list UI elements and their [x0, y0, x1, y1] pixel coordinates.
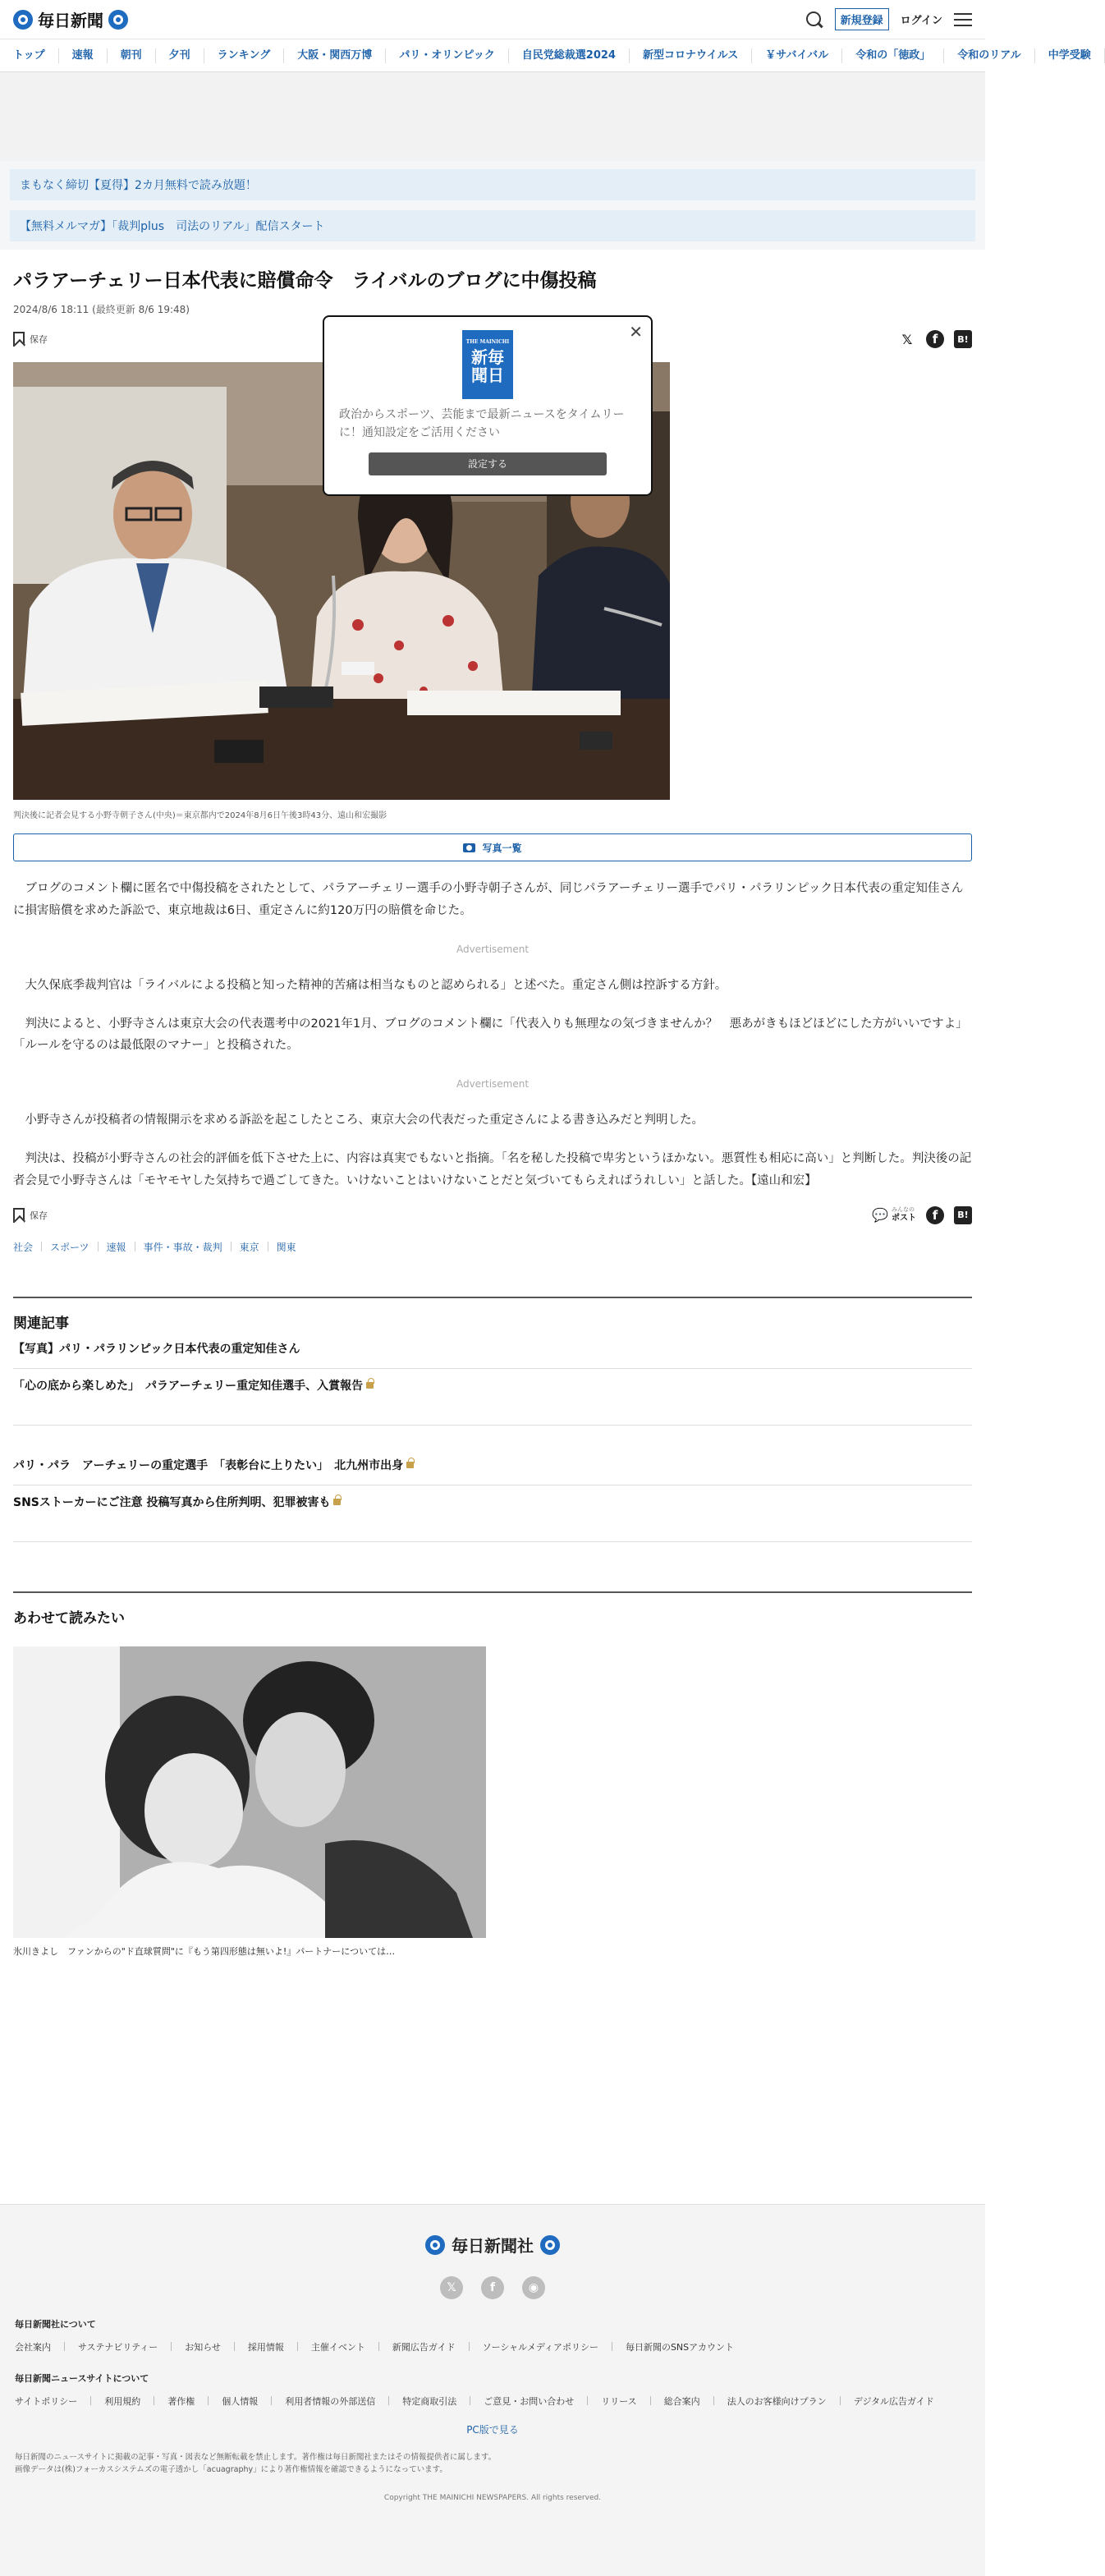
article-paragraph: 小野寺さんが投稿者の情報開示を求める訴訟を起こしたところ、東京大会の代表だった重定さんによる書き込みだと判明した。	[25, 1114, 704, 1127]
footer-notice	[0, 2451, 985, 2476]
nav-item[interactable]: 夕刊	[156, 48, 204, 63]
mainichi-mark-icon	[108, 10, 128, 30]
save-label: 保存	[30, 1210, 48, 1221]
nav-item[interactable]: 中学受験	[1035, 48, 1105, 63]
related-article-title: 【写真】パリ・パラリンピック日本代表の重定知佳さん	[13, 1342, 300, 1356]
footer-link[interactable]: 会社案内	[15, 2342, 51, 2353]
category-nav	[0, 39, 1091, 72]
footer-link[interactable]: デジタル広告ガイド	[853, 2396, 934, 2407]
nav-item[interactable]: ランキング	[204, 48, 285, 63]
site-footer	[0, 2204, 985, 2576]
nav-item[interactable]: 新型コロナウイルス	[630, 48, 752, 63]
advertisement-label: Advertisement	[456, 943, 530, 955]
footer-link[interactable]: 採用情報	[247, 2342, 284, 2353]
popup-message: 政治からスポーツ、芸能まで最新ニュースをタイムリーに！通知設定をご活用ください	[339, 408, 625, 440]
footer-link[interactable]: 個人情報	[222, 2396, 259, 2407]
footer-notice-line: 画像データは(株)フォーカスシステムズの電子透かし「acuagraphy」により著作権情報を確認できるようになっています。	[15, 2465, 447, 2475]
bookmark-icon	[13, 1208, 25, 1223]
rss-icon[interactable]: ◉	[522, 2276, 545, 2299]
nav-item[interactable]: 朝刊	[108, 48, 156, 63]
footer-link[interactable]: 新聞広告ガイド	[392, 2342, 456, 2353]
promo-banner[interactable]: まもなく締切【夏得】2カ月無料で読み放題！	[10, 169, 975, 200]
bookmark-icon	[13, 332, 25, 347]
post-sub-label: みんなの	[892, 1206, 915, 1214]
footer-link[interactable]: 法人のお客様向けプラン	[727, 2396, 827, 2407]
lock-icon	[333, 1499, 341, 1505]
footer-link[interactable]: ソーシャルメディアポリシー	[482, 2342, 598, 2353]
article-paragraph: 判決によると、小野寺さんは東京大会の代表選考中の2021年1月、ブログのコメント欄に「代表入りも無理なの気づきませんか？ 悪あがきもほどほどにした方がいいですよ」「ルールを守るのは最低限のマナー」と投稿された。	[13, 1017, 968, 1053]
post-label: ポスト	[892, 1214, 916, 1224]
nav-item[interactable]: 大阪・関西万博	[284, 48, 386, 63]
login-link[interactable]: ログイン	[900, 15, 942, 27]
popup-logo-small: THE MAINICHI	[465, 339, 510, 345]
tag-link[interactable]: スポーツ	[50, 1241, 89, 1253]
recommend-heading: あわせて読みたい	[13, 1591, 972, 1627]
tag-link[interactable]: 関東	[276, 1241, 296, 1253]
related-article-link[interactable]	[13, 1369, 972, 1426]
popup-logo-text: 新毎聞日	[471, 347, 504, 385]
nav-item[interactable]: 令和のリアル	[944, 48, 1034, 63]
share-buttons	[898, 330, 972, 348]
share-buttons	[872, 1206, 972, 1224]
ad-slot-top	[0, 72, 985, 161]
mainichi-mark-icon	[425, 2235, 445, 2255]
search-icon[interactable]	[805, 11, 823, 29]
signup-button[interactable]: 新規登録	[835, 8, 889, 30]
article-dateline: 2024/8/6 18:11 (最終更新 8/6 19:48)	[13, 304, 190, 316]
photo-list-label: 写真一覧	[482, 842, 522, 854]
notification-popup	[323, 315, 653, 496]
facebook-share-icon[interactable]: f	[926, 330, 944, 348]
facebook-icon[interactable]: f	[481, 2276, 504, 2299]
footer-link[interactable]: リリース	[601, 2396, 637, 2407]
promo-banner[interactable]: 【無料メルマガ】「裁判plus 司法のリアル」配信スタート	[10, 210, 975, 241]
nav-item[interactable]: 速報	[59, 48, 108, 63]
footer-about-heading: 毎日新聞社について	[15, 2319, 96, 2330]
article-paragraph: ブログのコメント欄に匿名で中傷投稿をされたとして、パラアーチェリー選手の小野寺朝子さんが、同じパラアーチェリー選手でパリ・パラリンピック日本代表の重定知佳さんに損害賠償を求めた訴訟で、東京地裁は6日、重定さんに約120万円の賠償を命じた。	[13, 882, 964, 917]
close-icon[interactable]: ✕	[629, 322, 643, 342]
footer-logo[interactable]	[0, 2233, 985, 2257]
post-button[interactable]	[872, 1206, 916, 1224]
article-paragraph: 判決は、投稿が小野寺さんの社会的評価を低下させた上に、内容は真実でもないと指摘。「名を秘した投稿で卑劣というほかない。悪質性も相応に高い」と判断した。判決後の記者会見で小野寺さんは「モヤモヤした気持ちで過ごしてきた。いけないことはいけないことだと気づいてもらえればうれしい」と話した。【遠山和宏】	[13, 1152, 972, 1187]
footer-link[interactable]: 主催イベント	[310, 2342, 365, 2353]
save-label: 保存	[30, 334, 48, 346]
mainichi-mark-icon	[540, 2235, 560, 2255]
footer-link[interactable]: 利用者情報の外部送信	[285, 2396, 376, 2407]
tag-link[interactable]: 社会	[13, 1241, 34, 1253]
hamburger-menu-icon[interactable]	[954, 13, 972, 26]
recommend-image[interactable]	[13, 1646, 486, 1938]
article-tags	[13, 1240, 972, 1254]
save-button[interactable]	[13, 1208, 48, 1223]
footer-link[interactable]: 利用規約	[104, 2396, 141, 2407]
advertisement-label: Advertisement	[456, 1078, 530, 1091]
nav-item[interactable]: ￥サバイバル	[752, 48, 842, 63]
tag-link[interactable]: 東京	[239, 1241, 259, 1253]
photo-list-button[interactable]	[13, 833, 972, 861]
footer-about-links	[15, 2340, 970, 2353]
hatena-bookmark-icon[interactable]: B!	[954, 1206, 972, 1224]
x-share-icon[interactable]: 𝕏	[901, 331, 913, 347]
x-icon[interactable]: 𝕏	[440, 2276, 463, 2299]
related-article-link[interactable]	[13, 1426, 972, 1485]
footer-link[interactable]: 総合案内	[663, 2396, 700, 2407]
related-article-title: 「心の底から楽しめた」 パラアーチェリー重定知佳選手、入賞報告	[13, 1379, 364, 1393]
nav-item[interactable]: 自民党総裁選2024	[509, 48, 630, 63]
article	[0, 268, 985, 1958]
notification-settings-button[interactable]: 設定する	[369, 452, 607, 475]
photo-caption: 判決後に記者会見する小野寺朝子さん(中央)＝東京都内で2024年8月6日午後3時43分、遠山和宏撮影	[13, 811, 387, 821]
site-logo[interactable]	[13, 7, 128, 31]
footer-link[interactable]: お知らせ	[185, 2342, 221, 2353]
footer-notice-line: 毎日新聞のニュースサイトに掲載の記事・写真・図表など無断転載を禁止します。著作権は毎日新聞社またはその情報提供者に属します。	[15, 2453, 497, 2462]
related-article-title: SNSストーカーにご注意 投稿写真から住所判明、犯罪被害も	[13, 1495, 331, 1509]
copyright: Copyright THE MAINICHI NEWSPAPERS. All rights reserved.	[383, 2494, 602, 2503]
footer-link[interactable]: サステナビリティー	[78, 2342, 158, 2353]
related-heading: 関連記事	[13, 1297, 972, 1332]
related-article-link[interactable]	[13, 1485, 972, 1542]
save-button[interactable]	[13, 332, 48, 347]
logo-text: 毎日新聞	[38, 11, 103, 30]
footer-link[interactable]: 著作権	[167, 2396, 195, 2407]
footer-link[interactable]: ご意見・お問い合わせ	[484, 2396, 575, 2407]
footer-link[interactable]: 毎日新聞のSNSアカウント	[625, 2342, 735, 2353]
article-paragraph: 大久保底季裁判官は「ライバルによる投稿と知った精神的苦痛は相当なものと認められる」と述べた。重定さん側は控訴する方針。	[25, 978, 727, 992]
footer-site-links	[15, 2395, 970, 2408]
pc-version-link[interactable]: PC版で見る	[466, 2424, 519, 2436]
tag-link[interactable]: 事件・事故・裁判	[143, 1241, 222, 1253]
article-headline: パラアーチェリー日本代表に賠償命令 ライバルのブログに中傷投稿	[13, 270, 597, 292]
popup-app-logo	[462, 330, 513, 399]
lock-icon	[366, 1382, 374, 1389]
lock-icon	[406, 1462, 414, 1468]
camera-icon	[463, 843, 475, 852]
footer-logo-text: 毎日新聞社	[452, 2236, 534, 2256]
mainichi-mark-icon	[13, 10, 33, 30]
nav-item[interactable]: 令和の「徳政」	[842, 48, 944, 63]
site-header	[0, 0, 985, 39]
recommend-caption[interactable]: 氷川きよし ファンからの"ド直球質問"に『もう第四形態は無いよ!』パートナーについては…	[13, 1945, 396, 1957]
recommend-photo	[13, 1646, 486, 1938]
nav-item[interactable]: パリ・オリンピック	[386, 48, 508, 63]
footer-social	[0, 2276, 985, 2299]
footer-link[interactable]: 特定商取引法	[402, 2396, 457, 2407]
nav-item[interactable]: トップ	[0, 48, 59, 63]
facebook-share-icon[interactable]: f	[926, 1206, 944, 1224]
article-toolbar-bottom	[13, 1205, 972, 1225]
speech-bubble-icon: 💬	[872, 1207, 888, 1224]
tag-link[interactable]: 速報	[106, 1241, 126, 1253]
related-article-link[interactable]	[13, 1332, 972, 1369]
hatena-bookmark-icon[interactable]: B!	[954, 330, 972, 348]
promo-area	[0, 161, 985, 250]
footer-link[interactable]: サイトポリシー	[15, 2396, 78, 2407]
related-article-title: パリ・パラ アーチェリーの重定選手 「表彰台に上りたい」 北九州市出身	[13, 1458, 404, 1472]
footer-site-heading: 毎日新聞ニュースサイトについて	[15, 2373, 149, 2384]
